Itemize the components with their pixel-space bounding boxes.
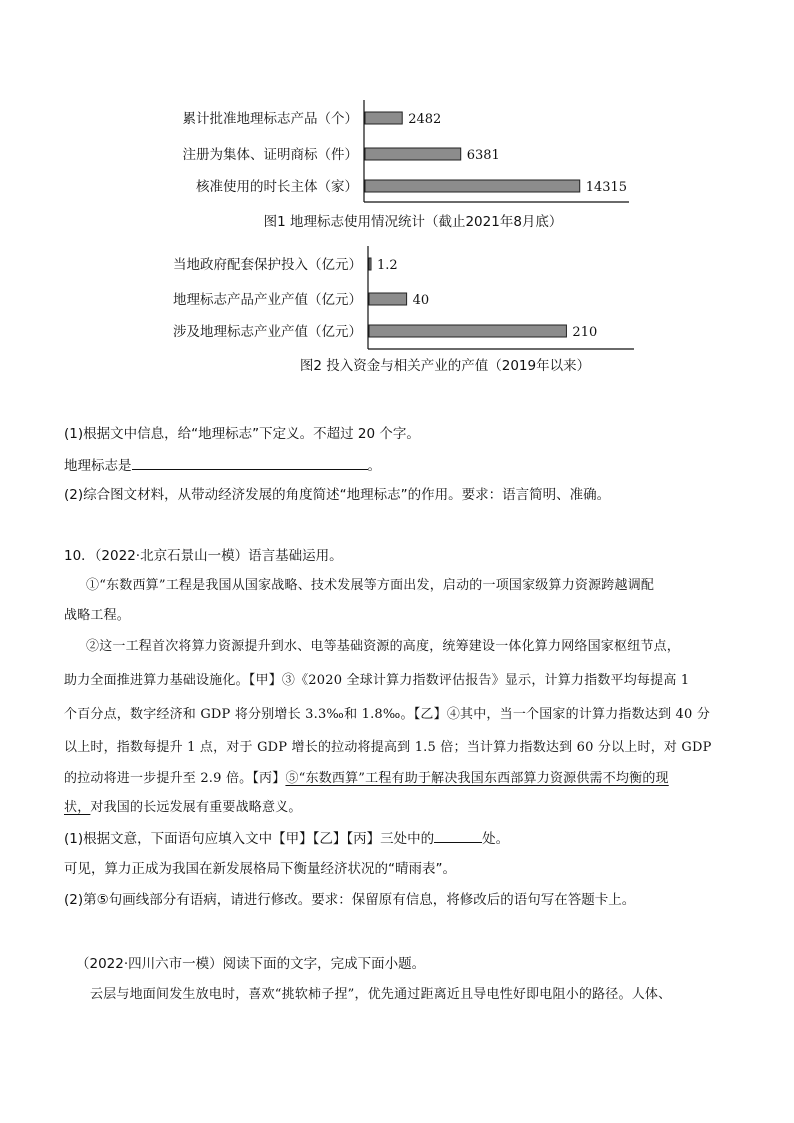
q9-answer-line [64,455,381,476]
q10-sub1-sentence: 可见，算力正成为我国在新发展格局下衡量经济状况的“晴雨表”。 [64,861,456,877]
data-label: 2482 [408,112,442,127]
q10-p2-line1: ②这一工程首次将算力资源提升到水、电等基础资源的高度，统筹建设一体化算力网络国家枢纽节点， [86,639,681,654]
category-label: 地理标志产品产业产值（亿元） [173,292,362,308]
q11-header: （2022·四川六市一模）阅读下面的文字，完成下面小题。 [76,956,426,972]
bar [369,325,566,337]
data-label: 210 [572,325,598,340]
category-label: 当地政府配套保护投入（亿元） [173,257,362,273]
q10-p2-line4: 以上时，指数每提升 1 点，对于 GDP 增长的拉动将提高到 1.5 倍；当计算力指数达到 60 分以上时，对 GDP [64,740,712,755]
q9-answer-suffix: 。 [367,458,381,474]
q11-p1: 云层与地面间发生放电时，喜欢“挑软柿子捏”，优先通过距离近且导电性好即电阻小的路径。人体、 [90,987,672,1002]
category-label: 注册为集体、证明商标（件） [182,147,358,163]
category-label: 涉及地理标志产业产值（亿元） [173,324,362,340]
data-label: 40 [412,293,430,308]
chart-2 [173,246,634,374]
q10-p1-line2: 战略工程。 [64,608,131,623]
q10-sub1-prefix: (1)根据文意，下面语句应填入文中【甲】【乙】【丙】三处中的 [64,831,435,847]
q9-sub1: (1)根据文中信息，给“地理标志”下定义。不超过 20 个字。 [64,426,420,442]
bar [365,148,461,160]
data-label: 1.2 [377,258,398,273]
q10-p2-line5 [64,769,669,789]
bar [369,258,371,270]
q9-answer-prefix: 地理标志是 [64,458,132,474]
q10-underlined-sentence-part1: ⑤“东数西算”工程有助于解决我国东西部算力资源供需不均衡的现 [285,771,669,786]
q10-sub1-suffix: 处。 [482,831,510,847]
q9-sub2: (2)综合图文材料，从带动经济发展的角度简述“地理标志”的作用。要求：语言简明、准确。 [64,487,611,503]
q10-sub1 [64,828,509,849]
q10-header: 10．（2022·北京石景山一模）语言基础运用。 [64,548,343,564]
q10-underlined-sentence-part2: 状， [64,800,91,815]
q9-answer-blank[interactable] [132,455,368,470]
bar [365,112,402,124]
q10-p2-line5-plain: 的拉动将进一步提升至 2.9 倍。【丙】 [64,771,286,786]
q10-p2-line2: 助力全面推进算力基础设施化。【甲】③《2020 全球计算力指数评估报告》显示，计算力指数平均每提高 1 [64,673,690,688]
chart-title: 图1 地理标志使用情况统计（截止2021年8月底） [263,214,563,230]
q10-p2-line6 [64,798,302,818]
bar [369,293,407,305]
category-label: 核准使用的时长主体（家） [196,179,358,195]
charts-figure [0,0,794,390]
q10-p2-line6-plain: 对我国的长远发展有重要战略意义。 [90,800,302,815]
bar [365,180,580,192]
q10-sub2: (2)第⑤句画线部分有语病，请进行修改。要求：保留原有信息，将修改后的语句写在答题卡上。 [64,892,636,908]
chart-title: 图2 投入资金与相关产业的产值（2019年以来） [299,358,591,374]
q10-p1-line1: ①“东数西算”工程是我国从国家战略、技术发展等方面出发，启动的一项国家级算力资源跨越调配 [86,578,655,593]
q10-sub1-blank[interactable] [434,828,482,843]
data-label: 6381 [466,148,500,163]
category-label: 累计批准地理标志产品（个） [182,111,358,127]
chart-1 [183,100,630,230]
q10-p2-line3: 个百分点，数字经济和 GDP 将分别增长 3.3‰和 1.8‰。【乙】④其中，当一个国家的计算力指数达到 40 分 [64,707,711,722]
data-label: 14315 [585,180,628,195]
